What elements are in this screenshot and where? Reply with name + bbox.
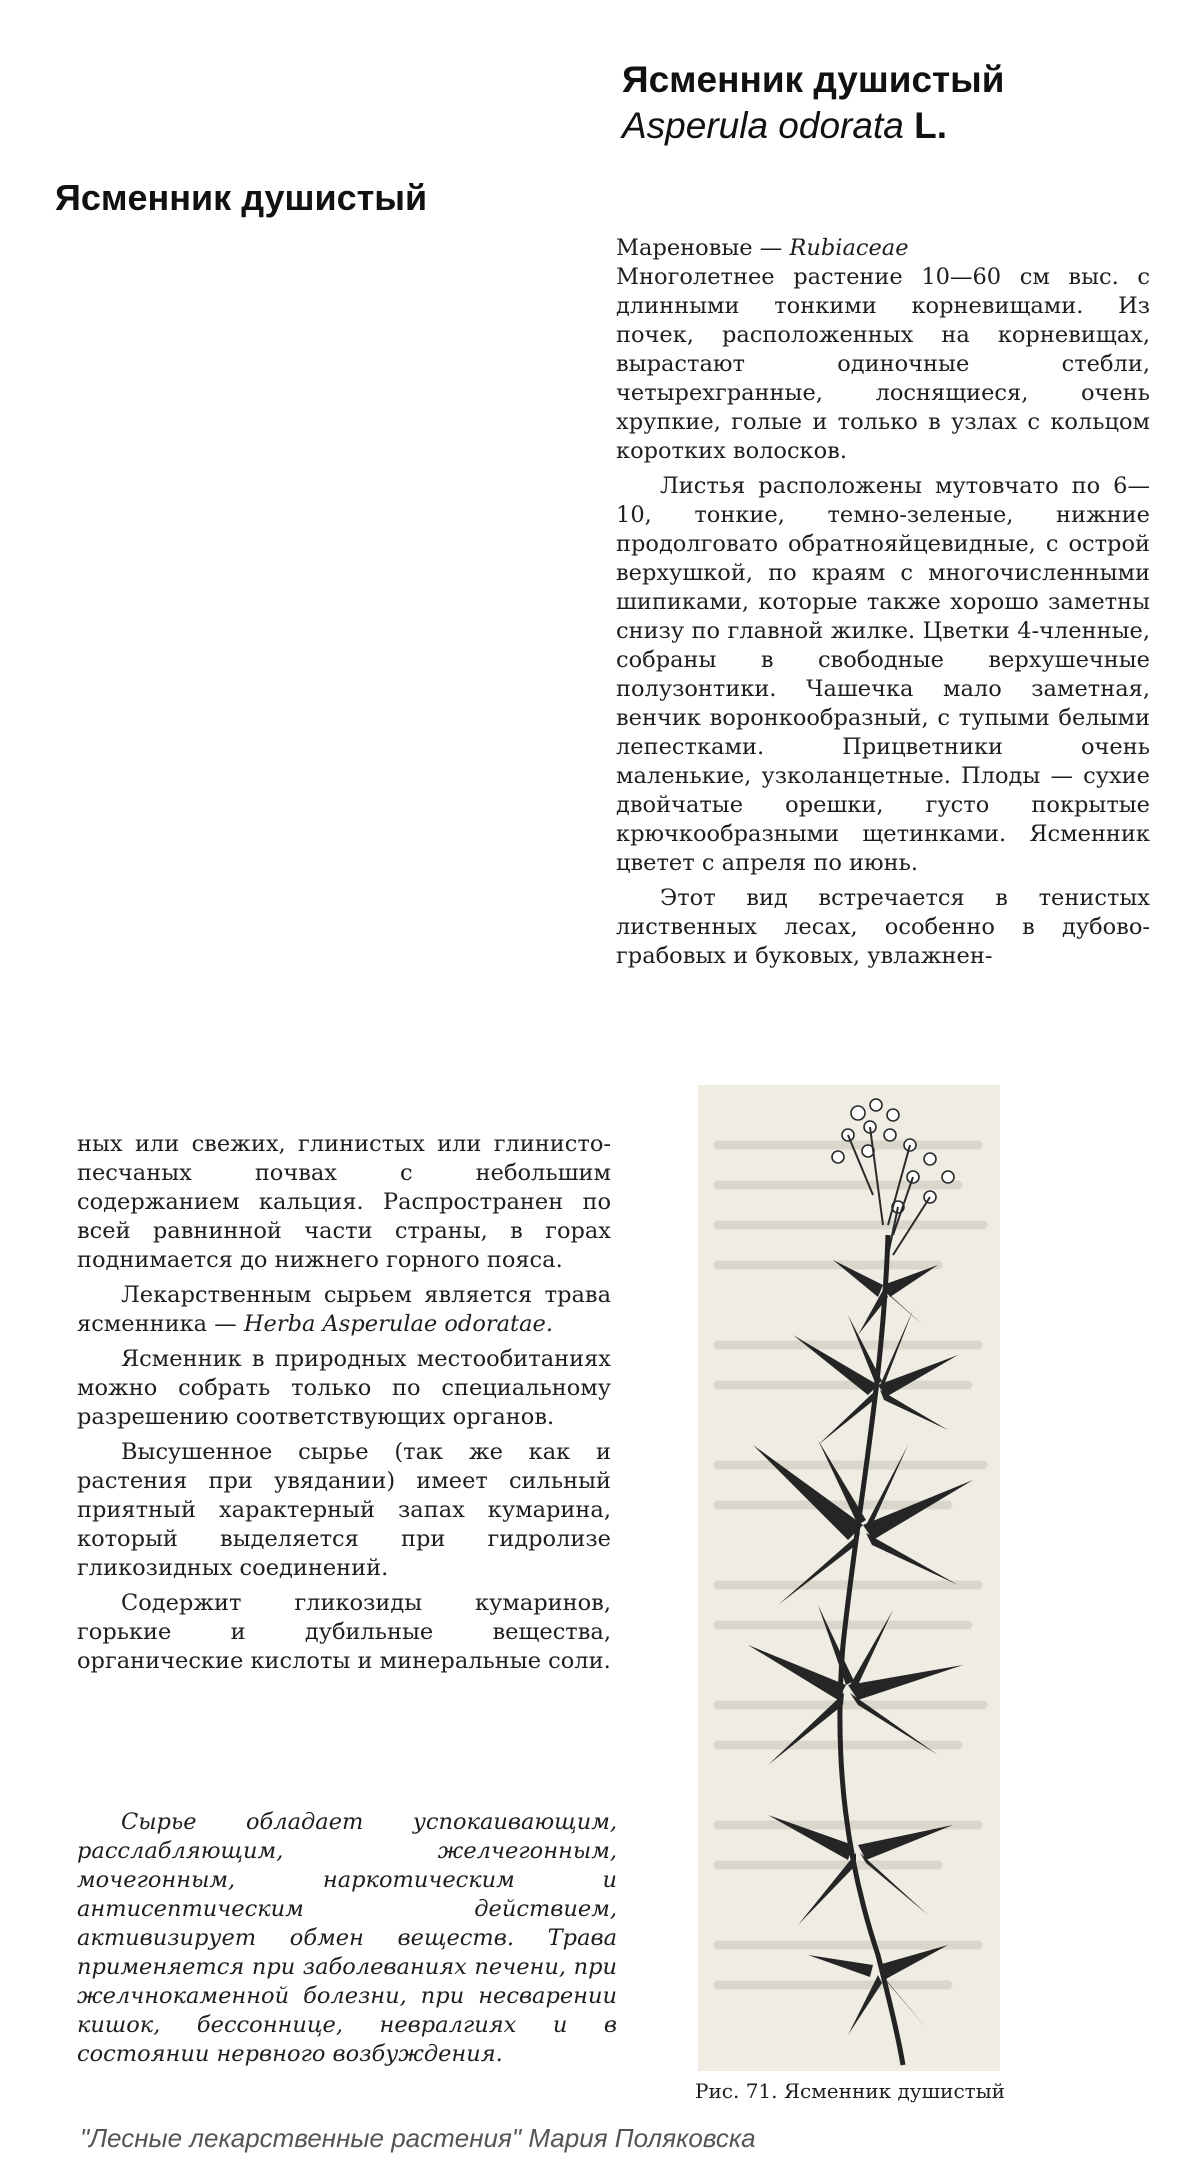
woodruff-plant-icon	[698, 1085, 1000, 2071]
medicinal-uses	[77, 1808, 617, 2069]
paragraph-raw-material	[77, 1281, 611, 1339]
latin-genus-species: Asperula odorata	[622, 105, 904, 146]
latin-author: L.	[903, 105, 947, 146]
paragraph-habitat-cont: ных или свежих, глинистых или глинисто-песчаных почвах с небольшим содержанием кальция. Распространен по всей равнинной части страны, в горах поднимается до нижнего горного пояса.	[77, 1131, 611, 1273]
source-credit: "Лесные лекарственные растения" Мария Поляковска	[80, 2123, 756, 2153]
description-column-left	[77, 1130, 611, 1676]
paragraph-morphology: Многолетнее растение 10—60 см выс. с длинными тонкими корневищами. Из почек, расположенных на корневищах, вырастают одиночные стебли, четырехгранные, лоснящиеся, очень хрупкие, голые и только в узлах с кольцом коротких волосков.	[616, 264, 1150, 464]
family-latin: Rubiaceae	[789, 235, 909, 261]
paragraph-leaves: Листья расположены мутовчато по 6—10, тонкие, темно-зеленые, нижние продолговато обратнояйцевидные, с острой верхушкой, по краям с многочисленными шипиками, которые также хорошо заметны снизу по главной жилке. Цветки 4-членные, собраны в свободные верхушечные полузонтики. Чашечка мало заметная, венчик воронкообразный, с тупыми белыми лепестками. Прицветники очень маленькие, узколанцетные. Плоды — сухие двойчатые орешки, густо покрытые крючкообразными щетинками. Ясменник цветет с апреля по июнь.	[616, 473, 1150, 876]
raw-material-prefix: Лекарственным сырьем является трава ясменника —	[77, 1282, 611, 1337]
description-column-right	[616, 234, 1150, 971]
figure-caption: Рис. 71. Ясменник душистый	[695, 2079, 1005, 2103]
raw-material-latin: Herba Asperulae odoratae.	[243, 1311, 553, 1337]
medicinal-uses-text: Сырье обладает успокаивающим, расслабляющим, желчегонным, мочегонным, наркотическим и антисептическим действием, активизирует обмен веществ. Трава применяется при заболеваниях печени, при желчнокаменной болезни, при несварении кишок, бессоннице, невралгиях и в состоянии нервного возбуждения.	[77, 1809, 617, 2067]
page-title: Ясменник душистый	[622, 59, 1005, 100]
family-line	[616, 234, 1150, 263]
paragraph-habitat: Этот вид встречается в тенистых лиственных лесах, особенно в дубово-грабовых и буковых, увлажнен-	[616, 885, 1150, 969]
plant-illustration	[698, 1085, 1000, 2071]
paragraph-collection: Ясменник в природных местообитаниях можно собрать только по специальному разрешению соответствующих органов.	[77, 1346, 611, 1430]
latin-name	[622, 104, 1182, 148]
paragraph-composition: Содержит гликозиды кумаринов, горькие и дубильные вещества, органические кислоты и минеральные соли.	[77, 1590, 611, 1674]
paragraph-odor: Высушенное сырье (так же как и растения при увядании) имеет сильный приятный характерный запах кумарина, который выделяется при гидролизе гликозидных соединений.	[77, 1439, 611, 1581]
section-heading: Ясменник душистый	[55, 177, 428, 218]
family-prefix: Мареновые —	[616, 235, 790, 261]
